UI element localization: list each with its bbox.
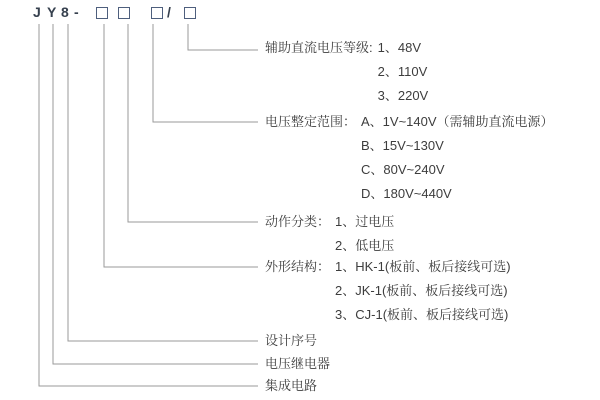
connector-aux-dc-voltage xyxy=(188,24,258,50)
option: D、180V~440V xyxy=(361,186,452,201)
code-char-slash: / xyxy=(167,4,171,20)
connector-voltage-setting-range xyxy=(153,24,258,122)
branch-aux-dc-voltage xyxy=(265,36,428,108)
connector-action-category xyxy=(128,24,258,222)
branch-action-category xyxy=(265,210,394,258)
code-char-y: Y xyxy=(47,4,57,20)
branch-label: 电压继电器 xyxy=(265,356,331,371)
branch-options xyxy=(335,255,511,327)
option: 2、JK-1(板前、板后接线可选) xyxy=(335,283,508,298)
option: 3、CJ-1(板前、板后接线可选) xyxy=(335,307,509,322)
branch-label: 辅助直流电压等级: xyxy=(265,40,373,55)
option: 3、220V xyxy=(377,88,429,103)
option: B、15V~130V xyxy=(361,138,444,153)
branch-label: 外形结构： xyxy=(265,259,331,274)
branch-label: 集成电路 xyxy=(265,378,318,393)
branch-options xyxy=(361,110,554,206)
option: 1、HK-1(板前、板后接线可选) xyxy=(335,259,511,274)
connector-design-serial xyxy=(68,24,258,341)
option: 2、110V xyxy=(377,64,428,79)
code-char-8: 8 xyxy=(61,4,69,20)
branch-outline-structure xyxy=(265,255,511,327)
option: 1、48V xyxy=(377,40,421,55)
branch-design-serial xyxy=(265,329,317,353)
branch-label: 动作分类： xyxy=(265,214,331,229)
branch-label: 电压整定范围： xyxy=(265,114,357,129)
code-char-dash: - xyxy=(74,4,79,20)
branch-integrated-circuit xyxy=(265,374,317,398)
connector-outline-structure xyxy=(104,24,258,267)
branch-voltage-relay xyxy=(265,352,330,376)
branch-options xyxy=(378,36,429,108)
branch-options xyxy=(335,210,394,258)
connector-integrated-circuit xyxy=(39,24,258,386)
option: 1、过电压 xyxy=(335,214,395,229)
branch-voltage-setting-range xyxy=(265,110,554,206)
option: C、80V~240V xyxy=(361,162,445,177)
connector-voltage-relay xyxy=(53,24,258,364)
option: 2、低电压 xyxy=(335,238,395,253)
branch-label: 设计序号 xyxy=(265,333,318,348)
option: A、1V~140V（需辅助直流电源） xyxy=(361,114,554,129)
code-char-j: J xyxy=(33,4,41,20)
